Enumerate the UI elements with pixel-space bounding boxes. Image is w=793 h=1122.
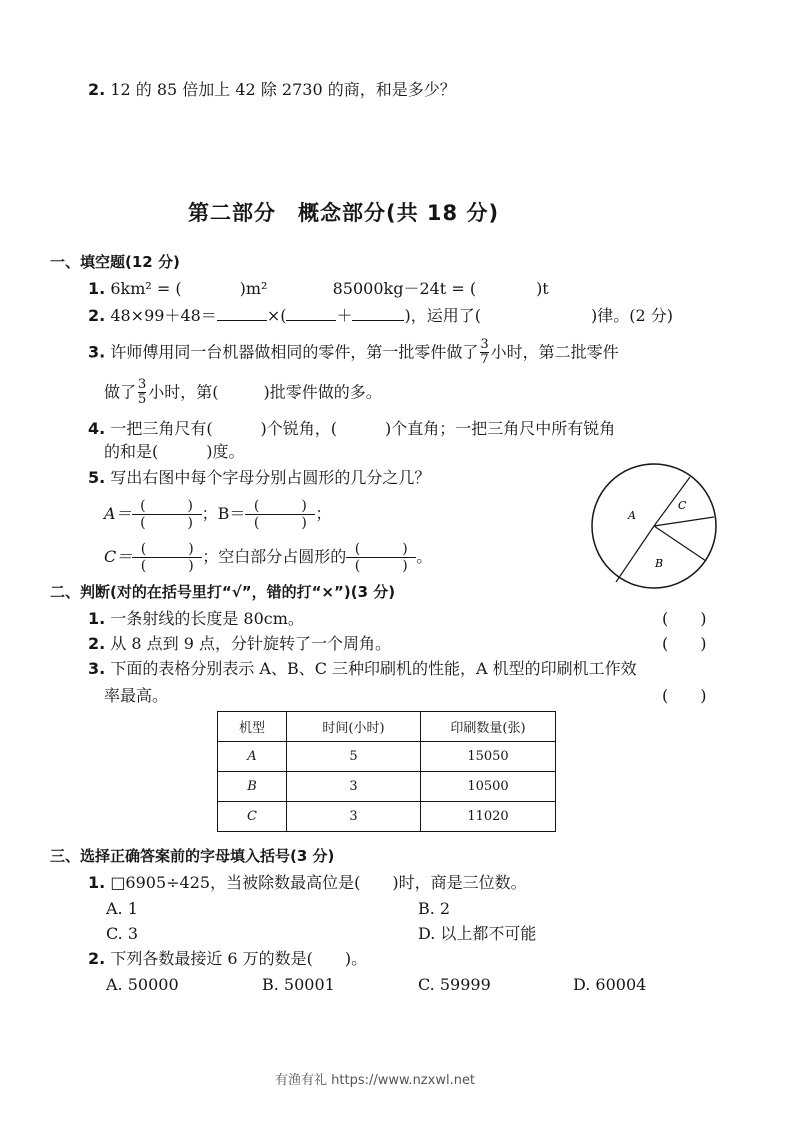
fill-question-2 bbox=[88, 306, 673, 324]
q4-text: 一把三角尺有( )个锐角，( )个直角；一把三角尺中所有锐角 bbox=[110, 419, 616, 438]
table-cell: C bbox=[218, 802, 287, 832]
q5-label-blank: ；空白部分占圆形的 bbox=[202, 547, 347, 567]
circle-diagram bbox=[588, 457, 720, 595]
question-number: 5. bbox=[88, 468, 106, 487]
section-heading-fill: 一、填空题(12 分) bbox=[50, 253, 180, 271]
q1-part-b: )m² bbox=[239, 279, 268, 298]
fill-question-3-line-1 bbox=[88, 338, 619, 368]
fill-question-1 bbox=[88, 281, 549, 297]
table-row bbox=[218, 772, 556, 802]
table-row bbox=[218, 802, 556, 832]
table-cell: 11020 bbox=[421, 802, 556, 832]
q2-part-a: 48×99＋48＝ bbox=[110, 306, 217, 325]
choice-option[interactable]: D. 60004 bbox=[573, 975, 647, 994]
circle-label-c: C bbox=[678, 499, 687, 512]
judge-text: 从 8 点到 9 点，分针旋转了一个周角。 bbox=[110, 634, 392, 653]
choice-question-1 bbox=[88, 875, 527, 891]
question-number: 2. bbox=[88, 80, 106, 99]
table-header: 印刷数量(张) bbox=[421, 712, 556, 742]
table-cell: A bbox=[218, 742, 287, 772]
question-number: 3. bbox=[88, 659, 106, 678]
judge-answer-paren[interactable]: ( ) bbox=[662, 609, 707, 628]
judge-answer-paren[interactable]: ( ) bbox=[662, 686, 707, 705]
choice-option[interactable]: C. 3 bbox=[106, 924, 139, 943]
judge-item-3 bbox=[88, 661, 637, 677]
q3-text-c: 做了 bbox=[104, 382, 137, 402]
q5-row-c bbox=[104, 541, 432, 574]
judge-item-1 bbox=[88, 611, 304, 627]
prev-question-2 bbox=[88, 82, 456, 98]
radius-line-1 bbox=[616, 526, 654, 582]
fraction-3-7: $\frac{3}{7}$ bbox=[480, 337, 489, 368]
fraction-blank-c: ( ) ( ) bbox=[132, 541, 202, 574]
question-number: 3. bbox=[88, 342, 106, 362]
choice-option[interactable]: A. 1 bbox=[106, 899, 138, 918]
choice-question-2 bbox=[88, 951, 367, 967]
q1-part-a: 6km² = ( bbox=[110, 279, 182, 298]
q3-text-d: 小时，第( bbox=[148, 382, 219, 402]
table-cell: 15050 bbox=[421, 742, 556, 772]
page-title: 第二部分 概念部分(共 18 分) bbox=[188, 201, 500, 225]
q3-text-e: )批零件做的多。 bbox=[263, 382, 382, 402]
table-cell: 3 bbox=[287, 802, 421, 832]
printer-table bbox=[217, 711, 556, 832]
q5-label-c: C＝ bbox=[104, 547, 133, 567]
radius-line-4 bbox=[654, 526, 706, 561]
choice-text: 下列各数最接近 6 万的数是( )。 bbox=[110, 949, 368, 968]
q2-part-c: ＋ bbox=[336, 306, 353, 325]
q2-part-d: )，运用了( bbox=[404, 306, 481, 325]
circle-label-b: B bbox=[655, 557, 664, 570]
q2-part-b: ×( bbox=[266, 306, 287, 325]
fill-question-4-line-2: 的和是( )度。 bbox=[104, 442, 245, 461]
table-header-row bbox=[218, 712, 556, 742]
question-number: 2. bbox=[88, 949, 106, 968]
choice-option[interactable]: C. 59999 bbox=[418, 975, 491, 994]
fill-question-5 bbox=[88, 470, 430, 486]
radius-line-3 bbox=[654, 517, 714, 526]
q3-text-b: 小时，第二批零件 bbox=[490, 342, 619, 362]
choice-option[interactable]: A. 50000 bbox=[106, 975, 179, 994]
q5-label-a: A＝ bbox=[104, 504, 132, 524]
fraction-blank-empty: ( ) ( ) bbox=[346, 541, 416, 574]
section-heading-choice: 三、选择正确答案前的字母填入括号(3 分) bbox=[50, 847, 335, 865]
circle-label-a: A bbox=[628, 509, 636, 522]
question-number: 2. bbox=[88, 634, 106, 653]
q5-label-b: ；B＝ bbox=[201, 504, 246, 524]
fraction-blank-b: ( ) ( ) bbox=[245, 498, 315, 531]
judge-text: 一条射线的长度是 80cm。 bbox=[110, 609, 304, 628]
table-cell: 3 bbox=[287, 772, 421, 802]
q2-part-e: )律。(2 分) bbox=[590, 306, 673, 325]
judge-item-3-line-2: 率最高。 bbox=[104, 686, 169, 705]
choice-text: □6905÷425，当被除数最高位是( )时，商是三位数。 bbox=[110, 873, 527, 892]
q3-text-a: 许师傅用同一台机器做相同的零件，第一批零件做了 bbox=[110, 342, 479, 362]
fill-question-3-line-2 bbox=[104, 378, 382, 408]
question-text: 12 的 85 倍加上 42 除 2730 的商，和是多少？ bbox=[110, 80, 456, 99]
choice-option[interactable]: B. 2 bbox=[418, 899, 451, 918]
q5-row-ab bbox=[104, 498, 331, 531]
judge-item-2 bbox=[88, 636, 391, 652]
question-number: 1. bbox=[88, 279, 106, 298]
q5-end: 。 bbox=[416, 547, 433, 567]
judge-text: 下面的表格分别表示 A、B、C 三种印刷机的性能，A 机型的印刷机工作效 bbox=[110, 659, 637, 678]
choice-option[interactable]: B. 50001 bbox=[262, 975, 335, 994]
q1-part-c: 85000kg－24t = ( bbox=[332, 279, 477, 298]
question-number: 1. bbox=[88, 609, 106, 628]
footer-watermark: 有渔有礼 https://www.nzxwl.net bbox=[275, 1073, 476, 1088]
q5-text: 写出右图中每个字母分别占圆形的几分之几？ bbox=[110, 468, 431, 487]
q1-part-d: )t bbox=[536, 279, 549, 298]
table-header: 时间(小时) bbox=[287, 712, 421, 742]
table-cell: 5 bbox=[287, 742, 421, 772]
q5-sep: ； bbox=[315, 504, 332, 524]
table-cell: 10500 bbox=[421, 772, 556, 802]
fill-question-4-line-1 bbox=[88, 421, 615, 437]
fraction-blank-a: ( ) ( ) bbox=[132, 498, 202, 531]
table-header: 机型 bbox=[218, 712, 287, 742]
question-number: 2. bbox=[88, 306, 106, 325]
table-cell: B bbox=[218, 772, 287, 802]
choice-option[interactable]: D. 以上都不可能 bbox=[418, 924, 537, 943]
judge-answer-paren[interactable]: ( ) bbox=[662, 634, 707, 653]
question-number: 4. bbox=[88, 419, 106, 438]
section-heading-judge: 二、判断(对的在括号里打“√”，错的打“×”)(3 分) bbox=[50, 583, 396, 601]
fraction-3-5: $\frac{3}{5}$ bbox=[138, 377, 147, 408]
question-number: 1. bbox=[88, 873, 106, 892]
table-row bbox=[218, 742, 556, 772]
